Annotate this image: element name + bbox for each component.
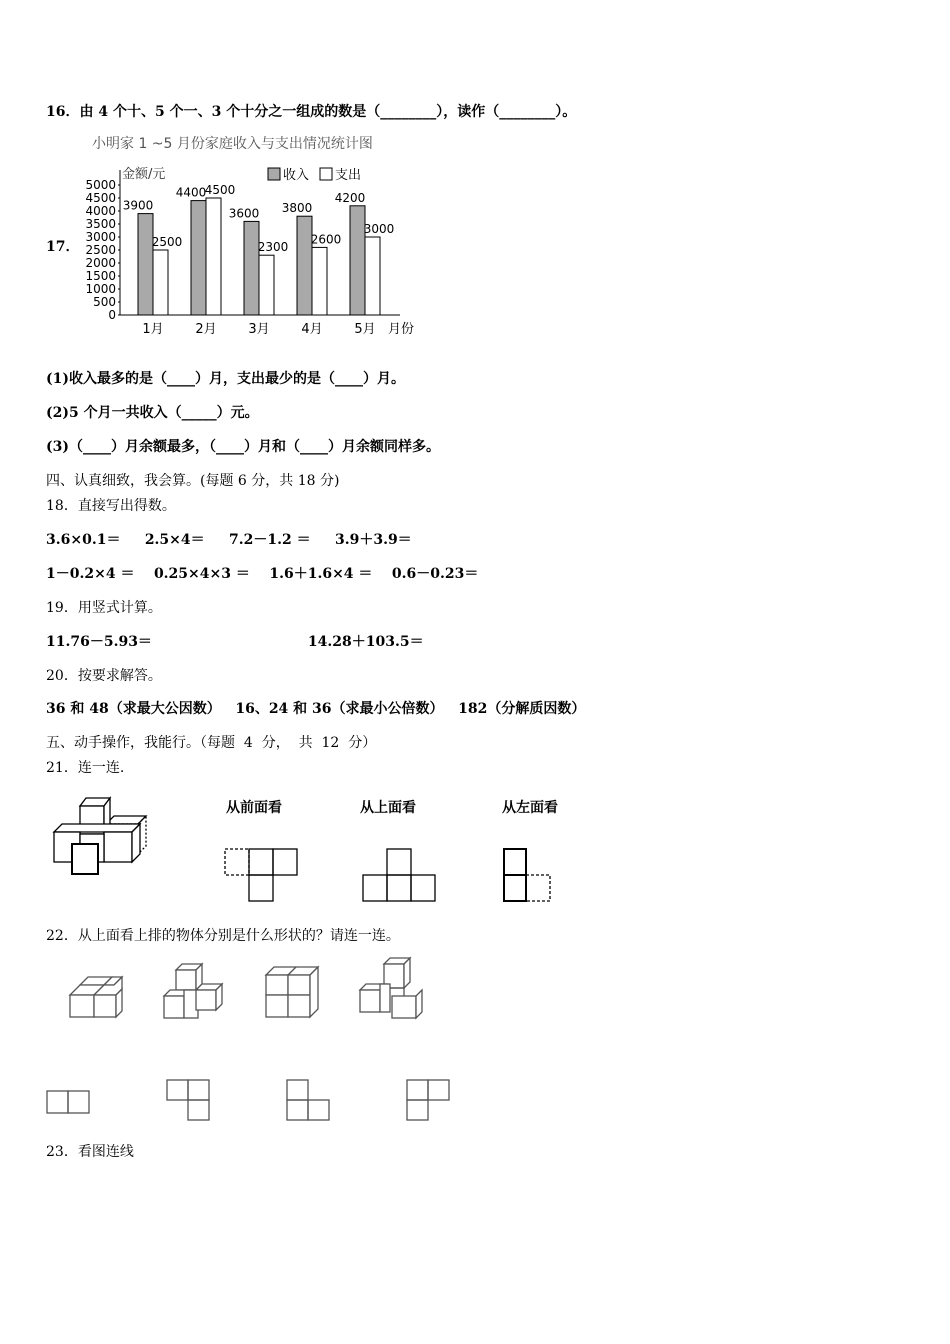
section-4-title: 四、认真细致，我会算。(每题 6 分，共 18 分) <box>46 473 340 489</box>
x-tick-label: 4月 <box>301 322 323 337</box>
bar-expense <box>259 255 274 315</box>
q22-solid-2 <box>162 962 224 1022</box>
legend-label-expense: 支出 <box>335 168 362 183</box>
chart-title: 小明家 1 ~5 月份家庭收入与支出情况统计图 <box>92 136 373 152</box>
question-19-title: 19．用竖式计算。 <box>46 600 162 616</box>
bar-expense <box>206 198 221 315</box>
y-tick-label: 1500 <box>85 269 116 283</box>
question-17-part-2: (2)5 个月一共收入（_____）元。 <box>46 405 259 421</box>
bar-value-label: 2600 <box>310 232 342 247</box>
q21-shape-c <box>503 848 555 902</box>
question-22-title: 22．从上面看上排的物体分别是什么形状的？请连一连。 <box>46 928 400 944</box>
bar-value-label: 4400 <box>175 185 207 200</box>
y-tick-label: 3500 <box>85 217 116 231</box>
q21-shape-a <box>224 848 300 902</box>
bar-income <box>138 214 153 315</box>
bar-income <box>244 221 259 315</box>
bar-value-label: 4200 <box>334 190 366 205</box>
q21-label-front-view: 从前面看 <box>226 800 282 816</box>
legend-swatch-income <box>268 168 280 180</box>
bar-expense <box>312 247 327 315</box>
y-tick-label: 4000 <box>85 204 116 218</box>
legend-label-income: 收入 <box>283 168 310 183</box>
q22-view-4 <box>406 1079 452 1123</box>
q21-label-top-view: 从上面看 <box>360 800 416 816</box>
question-17-part-3: (3)（____）月余额最多，（____）月和（____）月余额同样多。 <box>46 439 440 455</box>
q22-solid-1 <box>68 975 124 1021</box>
x-tick-label: 5月 <box>354 322 376 337</box>
q21-solid-figure <box>46 796 156 878</box>
question-18-row-1: 3.6×0.1＝ 2.5×4＝ 7.2－1.2 ＝ 3.9＋3.9＝ <box>46 532 412 548</box>
question-19-row: 11.76－5.93＝ 14.28＋103.5＝ <box>46 634 424 650</box>
bar-value-label: 3000 <box>363 222 395 236</box>
y-tick-label: 0 <box>108 308 116 322</box>
y-tick-label: 3000 <box>85 230 116 244</box>
question-21-title: 21．连一连. <box>46 760 125 776</box>
legend-swatch-expense <box>320 168 332 180</box>
q22-view-3 <box>286 1079 332 1123</box>
bar-value-label: 2500 <box>151 235 183 249</box>
question-20-title: 20．按要求解答。 <box>46 668 162 684</box>
bar-value-label: 3900 <box>122 198 154 213</box>
chart-x-axis-label: 月份 <box>388 322 415 337</box>
question-17-part-1: (1)收入最多的是（____）月，支出最少的是（____）月。 <box>46 371 405 387</box>
x-tick-label: 3月 <box>248 322 270 337</box>
question-23-title: 23．看图连线 <box>46 1144 134 1160</box>
question-20-row: 36 和 48（求最大公因数） 16、24 和 36（求最小公倍数） 182（分解质因数） <box>46 701 586 717</box>
bar-value-label: 3800 <box>281 201 313 216</box>
section-5-title: 五、动手操作，我能行。（每题 4 分， 共 12 分） <box>46 735 377 751</box>
bar-value-label: 4500 <box>204 183 236 197</box>
y-tick-label: 2000 <box>85 256 116 270</box>
q22-view-2 <box>166 1079 212 1123</box>
bar-expense <box>365 237 380 315</box>
chart-y-axis-label: 金额/元 <box>122 167 166 182</box>
y-tick-label: 4500 <box>85 191 116 205</box>
chart-legend <box>268 167 361 183</box>
bar-value-label: 3600 <box>228 206 260 221</box>
y-tick-label: 500 <box>93 295 116 309</box>
q22-solid-4 <box>358 956 424 1022</box>
question-18-row-2: 1－0.2×4 ＝ 0.25×4×3 ＝ 1.6＋1.6×4 ＝ 0.6－0.23＝ <box>46 566 479 582</box>
x-tick-label: 2月 <box>195 322 217 337</box>
question-16: 16．由 4 个十、5 个一、3 个十分之一组成的数是（________），读作（________）。 <box>46 104 577 120</box>
question-18-title: 18．直接写出得数。 <box>46 498 176 514</box>
bar-income <box>191 201 206 315</box>
x-tick-label: 1月 <box>142 322 164 337</box>
q22-solid-3 <box>264 965 320 1021</box>
income-expense-chart <box>80 130 440 342</box>
q21-label-left-view: 从左面看 <box>502 800 558 816</box>
y-tick-label: 2500 <box>85 243 116 257</box>
q22-view-1 <box>46 1090 92 1116</box>
bar-expense <box>153 250 168 315</box>
bar-value-label: 2300 <box>257 240 289 255</box>
q21-shape-b <box>362 848 438 902</box>
y-tick-label: 1000 <box>85 282 116 296</box>
question-17-number: 17． <box>46 239 80 255</box>
y-tick-label: 5000 <box>85 178 116 192</box>
bar-income <box>297 216 312 315</box>
